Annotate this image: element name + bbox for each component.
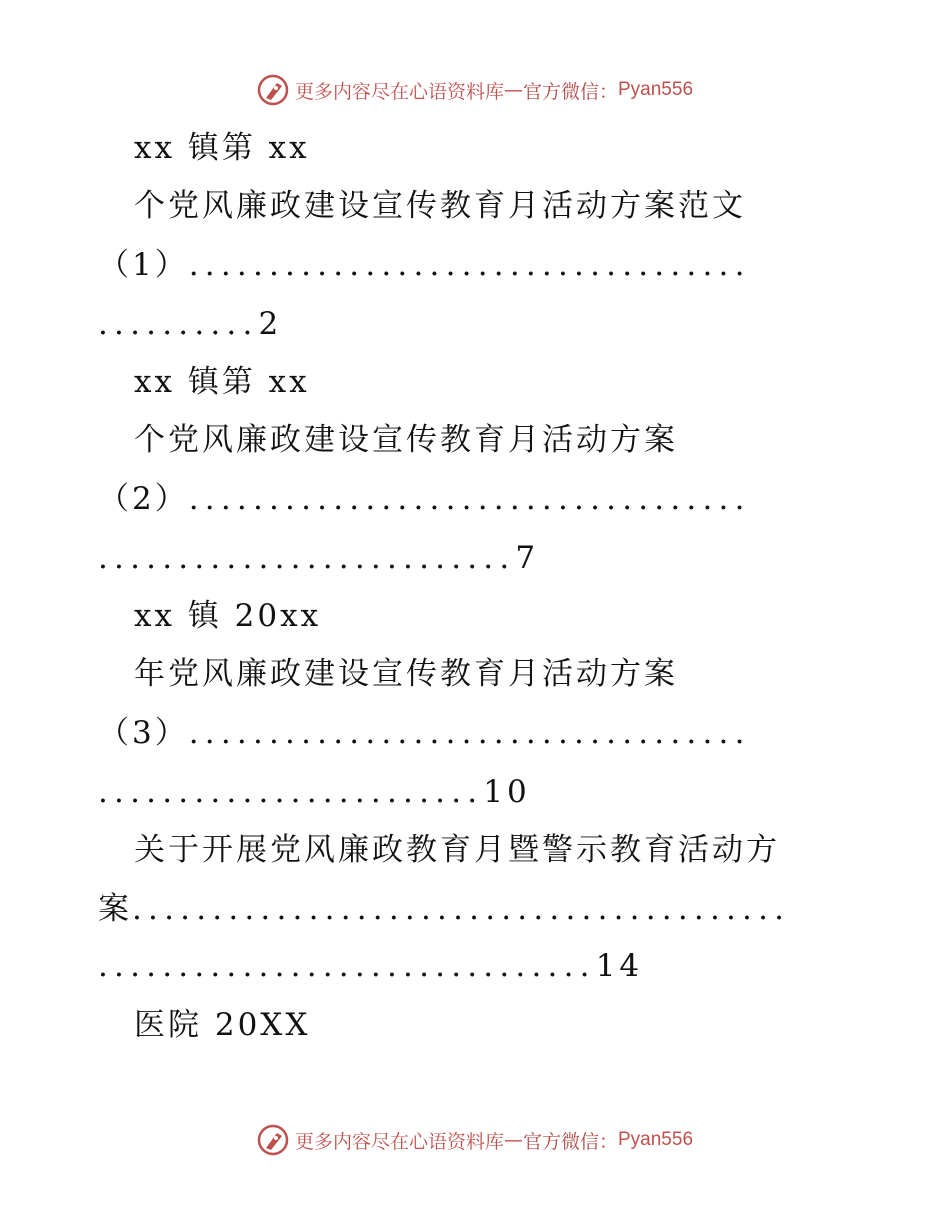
toc-entry-1-line-1: xx 镇第 xx	[134, 130, 310, 166]
toc-entry-2-line-2: 个党风廉政建设宣传教育月活动方案	[134, 422, 678, 458]
toc-entry-1-line-4[interactable]	[0, 304, 950, 344]
toc-leader-dots: .........................................	[132, 891, 791, 927]
toc-entry-3-line-1: xx 镇 20xx	[134, 598, 322, 634]
toc-leader-dots: ...................................	[188, 247, 751, 283]
toc-leader-dots: ...................................	[188, 481, 751, 517]
toc-entry-3-line-2: 年党风廉政建设宣传教育月活动方案	[134, 656, 678, 692]
toc-entry-1-prefix: （1）	[98, 247, 189, 283]
watermark-site: 更多内容尽在心语资料库	[294, 80, 504, 103]
toc-entry-3-page: 10	[483, 774, 531, 810]
pen-nib-icon	[257, 74, 289, 106]
watermark-header	[0, 74, 950, 106]
toc-leader-dots: ..........................	[98, 540, 516, 576]
watermark-footer	[0, 1124, 950, 1156]
toc-entry-4-line-1: 关于开展党风廉政教育月暨警示教育活动方	[134, 832, 780, 868]
toc-entry-3-line-4[interactable]	[0, 772, 950, 812]
toc-entry-2-line-4[interactable]	[0, 538, 950, 578]
pen-nib-icon	[257, 1124, 289, 1156]
toc-entry-2-page: 7	[515, 540, 540, 576]
toc-entry-3-line-3[interactable]	[0, 713, 950, 753]
watermark-wechat-label: 官方微信：	[522, 1130, 618, 1153]
toc-entry-5-line-1: 医院 20XX	[134, 1007, 311, 1043]
toc-leader-dots: ...................................	[188, 715, 751, 751]
toc-entry-2-line-3[interactable]	[0, 479, 950, 519]
watermark-separator: —	[503, 79, 523, 101]
toc-leader-dots: ..........	[98, 306, 259, 342]
watermark-wechat-id: Pyan556	[618, 79, 694, 100]
toc-leader-dots: ........................	[98, 774, 484, 810]
toc-entry-4-line-2[interactable]	[0, 889, 950, 929]
toc-entry-2-line-1: xx 镇第 xx	[134, 364, 310, 400]
toc-entry-4-page: 14	[595, 948, 644, 984]
toc-entry-1-line-3[interactable]	[0, 245, 950, 285]
watermark-wechat-label: 官方微信：	[522, 80, 618, 103]
watermark-site: 更多内容尽在心语资料库	[294, 1130, 504, 1153]
toc-entry-1-page: 2	[258, 306, 283, 342]
toc-entry-3-prefix: （3）	[98, 715, 189, 751]
toc-entry-2-prefix: （2）	[98, 481, 189, 517]
watermark-separator: —	[503, 1129, 523, 1151]
toc-entry-4-line-3[interactable]	[0, 946, 950, 986]
toc-leader-dots: ...............................	[98, 948, 596, 984]
toc-entry-4-prefix: 案	[98, 891, 132, 927]
watermark-wechat-id: Pyan556	[618, 1129, 694, 1150]
toc-entry-1-line-2: 个党风廉政建设宣传教育月活动方案范文	[134, 188, 746, 224]
